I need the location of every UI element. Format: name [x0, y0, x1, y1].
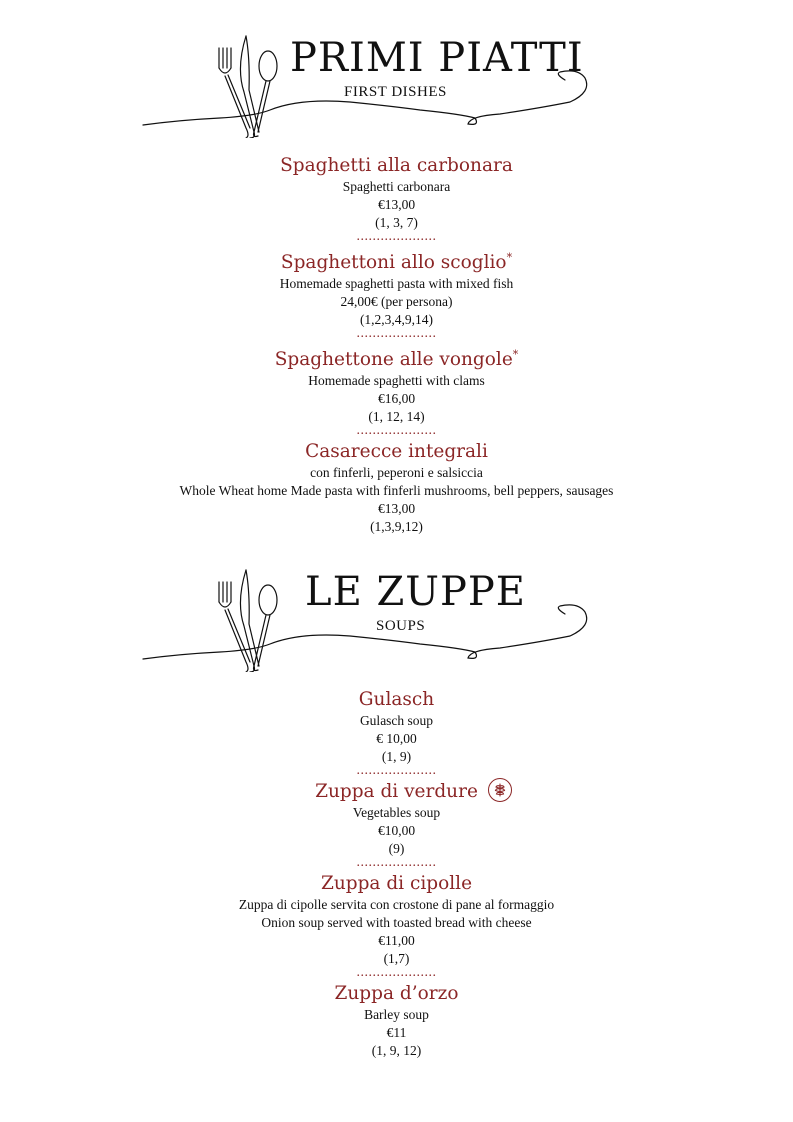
section-subtitle: FIRST DISHES — [344, 84, 447, 100]
dish-description: Spaghetti carbonara — [342, 179, 451, 194]
dish-price: €11 — [386, 1025, 407, 1040]
menu-item — [0, 982, 793, 1060]
dotted-separator: .................... — [356, 326, 437, 342]
dish-price: €11,00 — [378, 933, 415, 948]
dish-price: €13,00 — [377, 501, 416, 517]
dish-name: Zuppa d’orzo — [334, 983, 459, 1004]
dish-allergens: (1, 9, 12) — [371, 1043, 422, 1058]
dish-name: Spaghettone alle vongole* — [274, 348, 519, 371]
asterisk-mark: * — [506, 251, 513, 264]
dish-allergens: (1,2,3,4,9,14) — [359, 312, 434, 328]
dish-price: 24,00€ (per persona) — [340, 294, 453, 310]
section-subtitle: SOUPS — [376, 618, 426, 634]
menu-item — [0, 440, 793, 536]
dish-name: Casarecce integrali — [305, 441, 488, 463]
section-header-primi — [0, 28, 793, 138]
dotted-separator: .................... — [356, 763, 437, 778]
dish-price: €16,00 — [377, 391, 416, 407]
asterisk-mark: * — [512, 348, 519, 362]
dish-description-en: Whole Wheat home Made pasta with finferli mushrooms, bell peppers, sausages — [179, 483, 614, 499]
dish-name: Zuppa di verdure — [315, 780, 478, 804]
dish-description: Gulasch soup — [359, 713, 434, 728]
leaf-icon — [488, 778, 512, 802]
dish-name: Zuppa di cipolle — [320, 873, 473, 894]
dotted-separator: .................... — [356, 229, 437, 244]
menu-item — [0, 246, 793, 329]
menu-item — [0, 780, 793, 858]
section-header-zuppe — [0, 562, 793, 672]
dish-allergens: (1, 3, 7) — [375, 215, 418, 230]
dish-description: Barley soup — [364, 1007, 429, 1022]
dish-description: Zuppa di cipolle servita con crostone di pane al formaggio — [238, 897, 555, 912]
dish-description-en: Onion soup served with toasted bread with cheese — [261, 915, 532, 930]
dish-price: €13,00 — [377, 197, 416, 212]
menu-list-primi — [0, 154, 793, 536]
dish-price: €10,00 — [377, 823, 416, 838]
dish-description: Homemade spaghetti pasta with mixed fish — [279, 276, 514, 292]
section-title: PRIMI PIATTI — [290, 35, 584, 81]
dish-description: Vegetables soup — [352, 805, 441, 820]
dotted-separator: .................... — [356, 423, 437, 439]
dish-allergens: (1,7) — [383, 951, 410, 966]
menu-item — [0, 154, 793, 232]
section-title: LE ZUPPE — [305, 569, 527, 615]
dish-price: € 10,00 — [376, 731, 417, 746]
dish-description: con finferli, peperoni e salsiccia — [310, 465, 483, 481]
menu-list-zuppe — [0, 688, 793, 1060]
dotted-separator: .................... — [356, 965, 437, 980]
menu-item — [0, 872, 793, 968]
dish-name: Gulasch — [358, 689, 435, 710]
dish-allergens: (1,3,9,12) — [370, 519, 423, 535]
dotted-separator: .................... — [356, 855, 437, 870]
menu-item — [0, 343, 793, 426]
menu-item — [0, 688, 793, 766]
dish-description: Homemade spaghetti with clams — [308, 373, 485, 389]
dish-allergens: (1, 9) — [381, 749, 412, 764]
dish-allergens: (9) — [388, 841, 405, 856]
dish-allergens: (1, 12, 14) — [368, 409, 425, 425]
dish-name: Spaghettoni allo scoglio* — [280, 251, 513, 274]
dish-name: Spaghetti alla carbonara — [280, 155, 513, 176]
